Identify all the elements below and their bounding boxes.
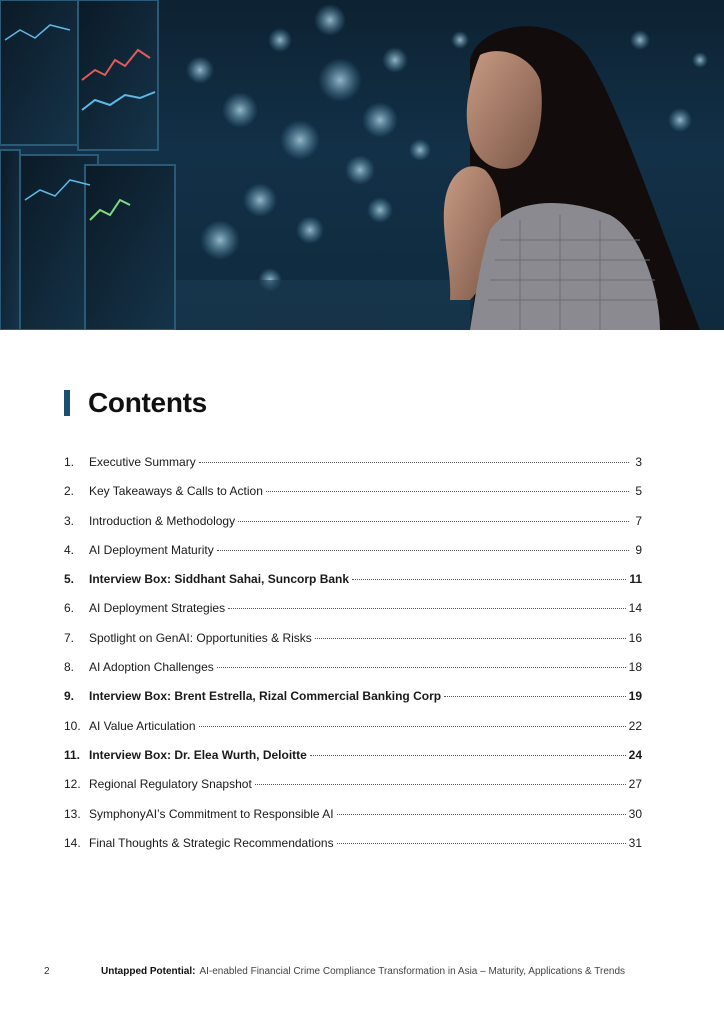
toc-entry-number: 7.: [64, 630, 75, 645]
toc-entry[interactable]: [64, 777, 642, 806]
toc-entry-page: 11: [629, 572, 642, 587]
toc-dot-leader: [266, 491, 629, 492]
toc-entry[interactable]: [64, 807, 642, 836]
toc-entry-number: 5.: [64, 572, 75, 587]
footer-title: Untapped Potential:: [101, 966, 196, 977]
toc-dot-leader: [310, 755, 626, 756]
page-footer: [44, 966, 684, 977]
footer-page-number: 2: [44, 966, 50, 977]
toc-entry-number: 6.: [64, 601, 75, 616]
toc-entry[interactable]: [64, 689, 642, 718]
contents-heading: [64, 386, 207, 420]
toc-dot-leader: [352, 579, 626, 580]
toc-entry[interactable]: [64, 836, 642, 865]
toc-entry-number: 13.: [64, 806, 81, 821]
toc-entry-label: Regional Regulatory Snapshot: [89, 777, 252, 792]
toc-entry-page: 19: [628, 689, 642, 704]
toc-entry-label: Introduction & Methodology: [89, 513, 236, 528]
toc-entry-number: 8.: [64, 660, 75, 675]
toc-entry[interactable]: [64, 484, 642, 513]
toc-entry-label: Executive Summary: [89, 455, 196, 469]
hero-photo-illustration: [0, 0, 724, 330]
toc-entry-number: 1.: [64, 455, 75, 469]
toc-entry[interactable]: [64, 514, 642, 543]
toc-entry-number: 11.: [64, 747, 81, 762]
toc-dot-leader: [337, 814, 626, 815]
toc-entry-label: SymphonyAI’s Commitment to Responsible AI: [89, 806, 334, 821]
toc-entry-label: Interview Box: Brent Estrella, Rizal Commercial Banking Corp: [89, 689, 442, 704]
toc-entry-number: 9.: [64, 689, 75, 704]
toc-entry[interactable]: [64, 455, 642, 484]
toc-entry-label: Key Takeaways & Calls to Action: [89, 484, 263, 499]
toc-dot-leader: [199, 462, 629, 463]
hero-image: [0, 0, 724, 330]
toc-entry-page: 31: [628, 835, 642, 850]
toc-entry-label: Interview Box: Siddhant Sahai, Suncorp Bank: [89, 572, 350, 587]
toc-entry[interactable]: [64, 631, 642, 660]
toc-entry[interactable]: [64, 719, 642, 748]
toc-entry-label: AI Deployment Maturity: [89, 542, 214, 557]
toc-entry-label: Final Thoughts & Strategic Recommendations: [89, 835, 334, 850]
toc-entry[interactable]: [64, 572, 642, 601]
toc-entry[interactable]: [64, 543, 642, 572]
toc-entry[interactable]: [64, 748, 642, 777]
heading-accent-bar: [64, 390, 70, 416]
toc-entry-page: 27: [628, 777, 642, 792]
toc-entry-label: Spotlight on GenAI: Opportunities & Risks: [89, 630, 312, 645]
toc-entry-number: 14.: [64, 835, 81, 850]
toc-dot-leader: [228, 608, 626, 609]
toc-dot-leader: [199, 726, 626, 727]
toc-entry-number: 10.: [64, 718, 81, 733]
toc-entry-page: 14: [628, 601, 642, 616]
toc-entry-page: 22: [628, 718, 642, 733]
toc-entry[interactable]: [64, 660, 642, 689]
toc-entry-number: 3.: [64, 513, 75, 528]
toc-dot-leader: [238, 521, 629, 522]
toc-entry-number: 4.: [64, 542, 75, 557]
toc-dot-leader: [217, 667, 626, 668]
toc-dot-leader: [337, 843, 626, 844]
toc-entry-page: 5: [635, 484, 642, 499]
toc-entry-number: 2.: [64, 484, 75, 499]
toc-entry-number: 12.: [64, 777, 81, 792]
toc-dot-leader: [255, 784, 626, 785]
toc-entry-label: AI Value Articulation: [89, 718, 196, 733]
toc-entry-page: 7: [635, 513, 642, 528]
toc-entry-label: AI Deployment Strategies: [89, 601, 226, 616]
toc-entry-page: 3: [635, 455, 642, 469]
toc-entry-page: 9: [635, 542, 642, 557]
toc-entry-page: 30: [628, 806, 642, 821]
footer-subtitle: AI-enabled Financial Crime Compliance Transformation in Asia – Maturity, Applications & Trends: [199, 966, 626, 977]
toc-entry-label: Interview Box: Dr. Elea Wurth, Deloitte: [89, 747, 307, 762]
page-title: Contents: [88, 387, 207, 418]
toc-entry-label: AI Adoption Challenges: [89, 660, 214, 675]
toc-dot-leader: [315, 638, 626, 639]
toc-entry-page: 24: [628, 747, 642, 762]
toc-dot-leader: [217, 550, 629, 551]
table-of-contents: [64, 455, 642, 865]
toc-entry-page: 18: [628, 660, 642, 675]
toc-dot-leader: [444, 696, 626, 697]
toc-entry-page: 16: [628, 630, 642, 645]
toc-entry[interactable]: [64, 601, 642, 630]
